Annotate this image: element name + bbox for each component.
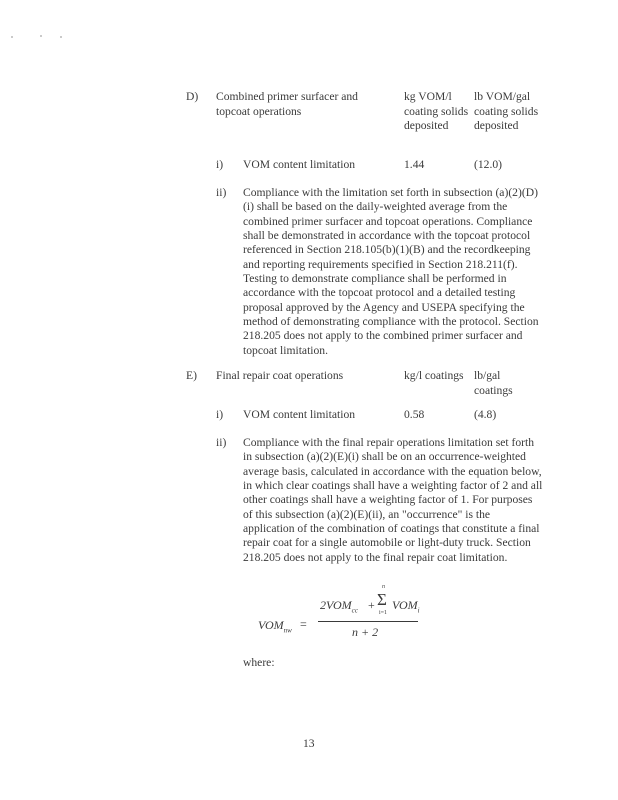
where-label: where: (243, 656, 275, 669)
section-e-item-1-val2: (4.8) (474, 408, 497, 421)
equation-sigma: Σ (377, 590, 387, 609)
section-e-item-1-text: VOM content limitation (243, 408, 356, 421)
section-d-item-2-num: ii) (216, 186, 227, 199)
page-number: 13 (303, 737, 315, 750)
section-e-title: Final repair coat operations (216, 369, 344, 382)
section-d-item-1-text: VOM content limitation (243, 158, 356, 171)
section-d-col1-header: kg VOM/l coating solids deposited (404, 90, 469, 133)
section-e-item-2-num: ii) (216, 436, 227, 449)
section-d-item-1-val1: 1.44 (404, 158, 425, 171)
section-d-item-2-text: Compliance with the limitation set forth in subsection (a)(2)(D)(i) shall be based on the daily-weighted average from the combined primer surfacer and topcoat operations. Compliance shall be demonstrated in accordance with the topcoat protocol referenced in Section 218.105(b)(1)(B) and the recordkeeping and reporting requirements specified in Section 218.211(f). Testing to demonstrate compliance shall be performed in accordance with the topcoat protocol and a detailed testing proposal approved by the Agency and USEPA specifying the method of demonstrating compliance with the protocol. Section 218.205 does not apply to the combined primer surfacer and topcoat limitation. (243, 186, 539, 357)
equation-sigma-upper: n (382, 584, 385, 590)
equation-lhs: $VOM_{nw}$ (258, 618, 292, 635)
equation-plus: + (368, 598, 375, 612)
section-e-item-1-val1: 0.58 (404, 408, 425, 421)
section-d-label: D) (186, 90, 199, 103)
equation-fraction-bar (318, 621, 418, 622)
section-e-col2-header: lb/gal coatings (474, 369, 513, 397)
section-d-col2-header: lb VOM/gal coating solids deposited (474, 90, 539, 133)
equation-denominator: n + 2 (352, 625, 379, 639)
section-d-item-1-val2: (12.0) (474, 158, 503, 171)
equation-numerator-term-b: $VOM_i$ (392, 598, 420, 615)
section-e-col1-header: kg/l coatings (404, 369, 464, 382)
equation-equals: = (300, 617, 307, 631)
equation-sigma-lower: i=1 (379, 610, 388, 616)
section-d-title: Combined primer surfacer and topcoat operations (216, 90, 358, 118)
section-d-item-1-num: i) (216, 158, 224, 171)
section-e-label: E) (186, 369, 197, 382)
section-e-item-1-num: i) (216, 408, 224, 421)
equation-numerator-term-a: $2VOM_{cc}$ (320, 598, 358, 615)
section-e-item-2-text: Compliance with the final repair operations limitation set forth in subsection (a)(2)(E)(i) shall be on an occurrence-weighted average basis, calculated in accordance with the equation below, in which clear coatings shall have a weighting factor of 2 and all other coatings shall have a weighting factor of 1. For purposes of this subsection (a)(2)(E)(ii), an "occurrence" is the application of the combination of coatings that constitute a final repair coat for a single automobile or light-duty truck. Section 218.205 does not apply to the final repair coat limitation. (243, 436, 543, 564)
